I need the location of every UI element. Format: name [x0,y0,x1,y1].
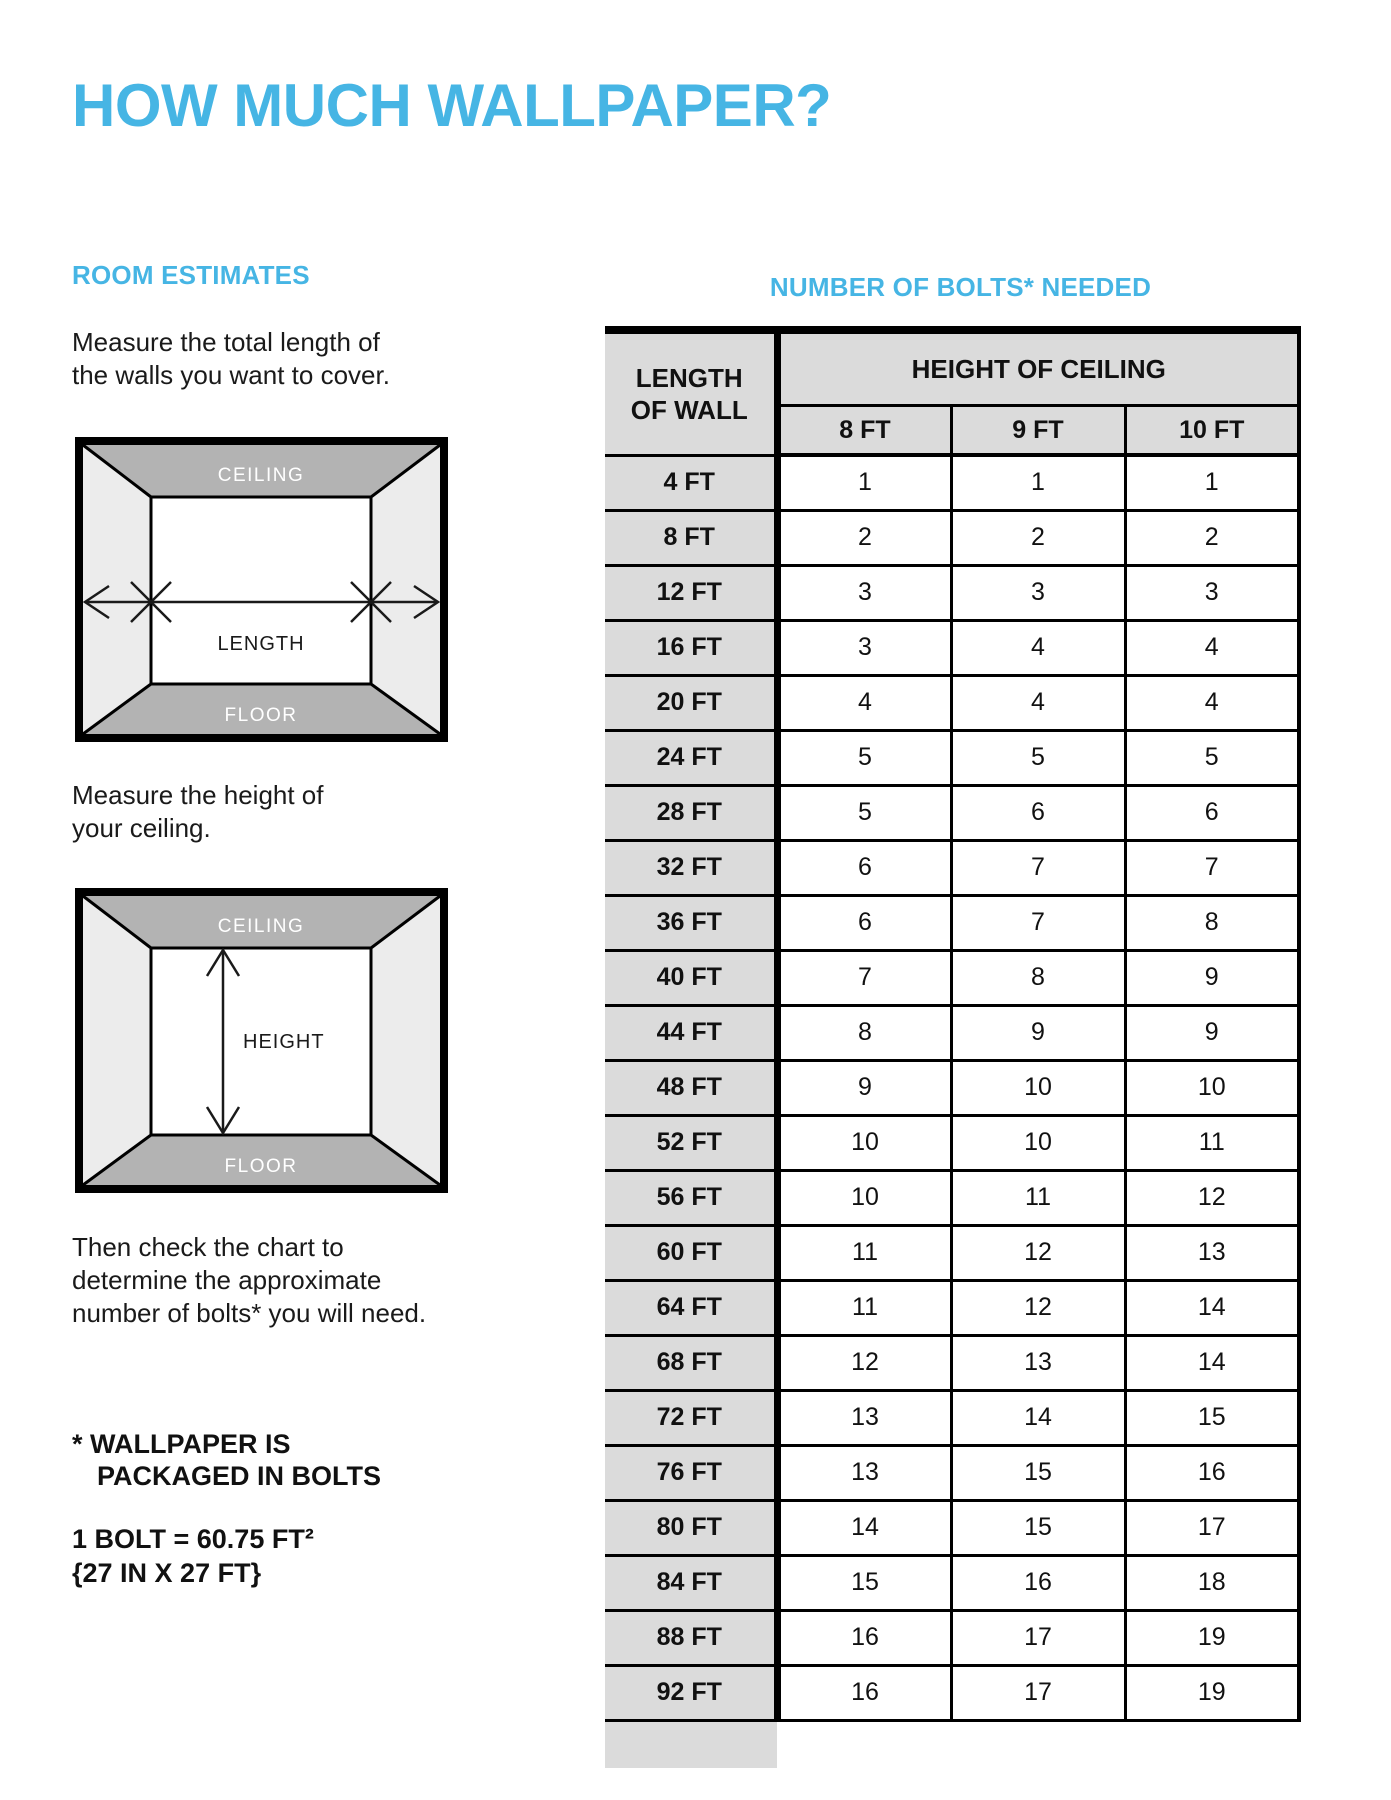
footnote-line2: PACKAGED IN BOLTS [97,1461,382,1491]
bolts-10ft-cell: 14 [1125,1335,1299,1390]
table-row [605,1390,1299,1445]
bolts-10ft-cell: 3 [1125,565,1299,620]
bolts-10ft-cell: 9 [1125,950,1299,1005]
room-height-diagram [75,888,448,1193]
bolts-10ft-cell: 18 [1125,1555,1299,1610]
wall-length-cell: 20 FT [605,675,777,730]
table-row [605,1335,1299,1390]
bolts-9ft-cell: 9 [951,1005,1125,1060]
ceiling-label: CEILING [217,916,305,937]
wall-length-cell: 36 FT [605,895,777,950]
col-header-8ft: 8 FT [777,406,951,456]
step3-instruction [72,1231,426,1330]
wall-length-cell: 48 FT [605,1060,777,1115]
bolts-8ft-cell: 6 [777,895,951,950]
wall-length-cell: 80 FT [605,1500,777,1555]
length-label: LENGTH [217,633,305,655]
bolts-8ft-cell: 4 [777,675,951,730]
bolts-10ft-cell: 15 [1125,1390,1299,1445]
bolts-8ft-cell: 16 [777,1610,951,1665]
bolts-10ft-cell: 11 [1125,1115,1299,1170]
table-row [605,455,1299,510]
step1-instruction [72,326,390,392]
bolts-9ft-cell: 12 [951,1225,1125,1280]
floor-label: FLOOR [224,705,298,726]
bolt-spec-line2: {27 IN X 27 FT} [72,1558,262,1588]
table-row [605,1610,1299,1665]
bolts-8ft-cell: 3 [777,620,951,675]
bolts-9ft-cell: 4 [951,675,1125,730]
room-estimates-heading: ROOM ESTIMATES [72,260,310,290]
table-row [605,950,1299,1005]
bolts-9ft-cell: 12 [951,1280,1125,1335]
length-of-wall-line2: OF WALL [630,394,748,425]
bolts-10ft-cell: 14 [1125,1280,1299,1335]
bolts-10ft-cell: 13 [1125,1225,1299,1280]
room-length-diagram [75,437,448,742]
step1-line1: Measure the total length of [72,327,380,357]
bolts-8ft-cell: 8 [777,1005,951,1060]
table-row [605,565,1299,620]
step2-line2: your ceiling. [72,813,211,843]
wall-length-cell: 12 FT [605,565,777,620]
ceiling-label: CEILING [217,465,305,486]
table-row [605,785,1299,840]
bolts-8ft-cell: 12 [777,1335,951,1390]
bolts-9ft-cell: 15 [951,1500,1125,1555]
bolt-spec-line1: 1 BOLT = 60.75 FT² [72,1524,314,1554]
bolts-10ft-cell: 4 [1125,620,1299,675]
wall-length-cell: 44 FT [605,1005,777,1060]
bolts-8ft-cell: 10 [777,1115,951,1170]
bolts-8ft-cell: 13 [777,1445,951,1500]
bolts-8ft-cell: 16 [777,1665,951,1720]
bolts-10ft-cell: 1 [1125,455,1299,510]
bolts-9ft-cell: 10 [951,1115,1125,1170]
bolts-8ft-cell: 5 [777,730,951,785]
bolts-10ft-cell: 12 [1125,1170,1299,1225]
wallpaper-bolts-footnote [72,1428,381,1492]
wall-length-cell: 88 FT [605,1610,777,1665]
bolts-9ft-cell: 17 [951,1665,1125,1720]
bolts-10ft-cell: 4 [1125,675,1299,730]
bolts-10ft-cell: 7 [1125,840,1299,895]
bolts-needed-table [605,326,1301,1722]
wall-length-cell: 84 FT [605,1555,777,1610]
bolts-8ft-cell: 7 [777,950,951,1005]
bolts-10ft-cell: 17 [1125,1500,1299,1555]
wall-length-cell: 92 FT [605,1665,777,1720]
bolts-8ft-cell: 6 [777,840,951,895]
table-row [605,1115,1299,1170]
bolts-8ft-cell: 10 [777,1170,951,1225]
bolts-9ft-cell: 11 [951,1170,1125,1225]
table-row [605,1170,1299,1225]
table-row [605,730,1299,785]
table-row [605,1555,1299,1610]
bolts-9ft-cell: 5 [951,730,1125,785]
bolt-size-spec [72,1522,314,1590]
wall-length-cell: 32 FT [605,840,777,895]
bolts-10ft-cell: 2 [1125,510,1299,565]
bolts-8ft-cell: 3 [777,565,951,620]
wall-length-cell: 28 FT [605,785,777,840]
bolts-9ft-cell: 7 [951,840,1125,895]
bolts-9ft-cell: 6 [951,785,1125,840]
table-row [605,675,1299,730]
bolts-10ft-cell: 6 [1125,785,1299,840]
bolts-9ft-cell: 15 [951,1445,1125,1500]
wall-length-cell: 40 FT [605,950,777,1005]
bolts-10ft-cell: 19 [1125,1610,1299,1665]
table-row [605,1500,1299,1555]
wall-length-cell: 16 FT [605,620,777,675]
wall-length-cell: 4 FT [605,455,777,510]
table-row [605,1665,1299,1720]
bolts-8ft-cell: 11 [777,1280,951,1335]
wall-length-cell: 56 FT [605,1170,777,1225]
bolts-10ft-cell: 9 [1125,1005,1299,1060]
step3-line3: number of bolts* you will need. [72,1298,427,1328]
bolts-8ft-cell: 5 [777,785,951,840]
step1-line2: the walls you want to cover. [72,360,390,390]
bolts-9ft-cell: 14 [951,1390,1125,1445]
length-of-wall-header [605,330,777,455]
bolts-8ft-cell: 11 [777,1225,951,1280]
bolts-8ft-cell: 14 [777,1500,951,1555]
bolts-10ft-cell: 16 [1125,1445,1299,1500]
bolts-10ft-cell: 19 [1125,1665,1299,1720]
length-of-wall-line1: LENGTH [635,362,743,393]
table-bottom-sliver [605,1722,777,1768]
bolts-9ft-cell: 7 [951,895,1125,950]
step3-line1: Then check the chart to [72,1232,344,1262]
bolts-9ft-cell: 13 [951,1335,1125,1390]
bolts-table [605,326,1301,1768]
col-header-9ft: 9 FT [951,406,1125,456]
bolts-9ft-cell: 2 [951,510,1125,565]
wall-length-cell: 52 FT [605,1115,777,1170]
bolts-10ft-cell: 8 [1125,895,1299,950]
table-row [605,1280,1299,1335]
wall-length-cell: 8 FT [605,510,777,565]
bolts-9ft-cell: 4 [951,620,1125,675]
step2-line1: Measure the height of [72,780,324,810]
bolts-9ft-cell: 16 [951,1555,1125,1610]
page-title: HOW MUCH WALLPAPER? [72,72,832,139]
height-label: HEIGHT [243,1031,325,1053]
bolts-9ft-cell: 1 [951,455,1125,510]
table-row [605,1225,1299,1280]
bolts-8ft-cell: 1 [777,455,951,510]
wall-length-cell: 60 FT [605,1225,777,1280]
floor-label: FLOOR [224,1156,298,1177]
bolts-8ft-cell: 15 [777,1555,951,1610]
bolts-8ft-cell: 13 [777,1390,951,1445]
footnote-line1: * WALLPAPER IS [72,1429,291,1459]
table-row [605,1005,1299,1060]
wall-length-cell: 24 FT [605,730,777,785]
wall-length-cell: 68 FT [605,1335,777,1390]
step2-instruction [72,779,324,845]
table-row [605,840,1299,895]
table-row [605,1445,1299,1500]
height-of-ceiling-header: HEIGHT OF CEILING [777,330,1299,406]
step3-line2: determine the approximate [72,1265,382,1295]
bolts-needed-heading: NUMBER OF BOLTS* NEEDED [769,272,1152,302]
bolts-9ft-cell: 17 [951,1610,1125,1665]
bolts-9ft-cell: 8 [951,950,1125,1005]
wall-length-cell: 76 FT [605,1445,777,1500]
col-header-10ft: 10 FT [1125,406,1299,456]
wall-length-cell: 72 FT [605,1390,777,1445]
table-row [605,510,1299,565]
bolts-9ft-cell: 3 [951,565,1125,620]
bolts-9ft-cell: 10 [951,1060,1125,1115]
bolts-10ft-cell: 5 [1125,730,1299,785]
bolts-8ft-cell: 2 [777,510,951,565]
wall-length-cell: 64 FT [605,1280,777,1335]
bolts-10ft-cell: 10 [1125,1060,1299,1115]
table-row [605,895,1299,950]
back-wall-surface [151,497,371,684]
table-row [605,620,1299,675]
table-row [605,1060,1299,1115]
bolts-8ft-cell: 9 [777,1060,951,1115]
